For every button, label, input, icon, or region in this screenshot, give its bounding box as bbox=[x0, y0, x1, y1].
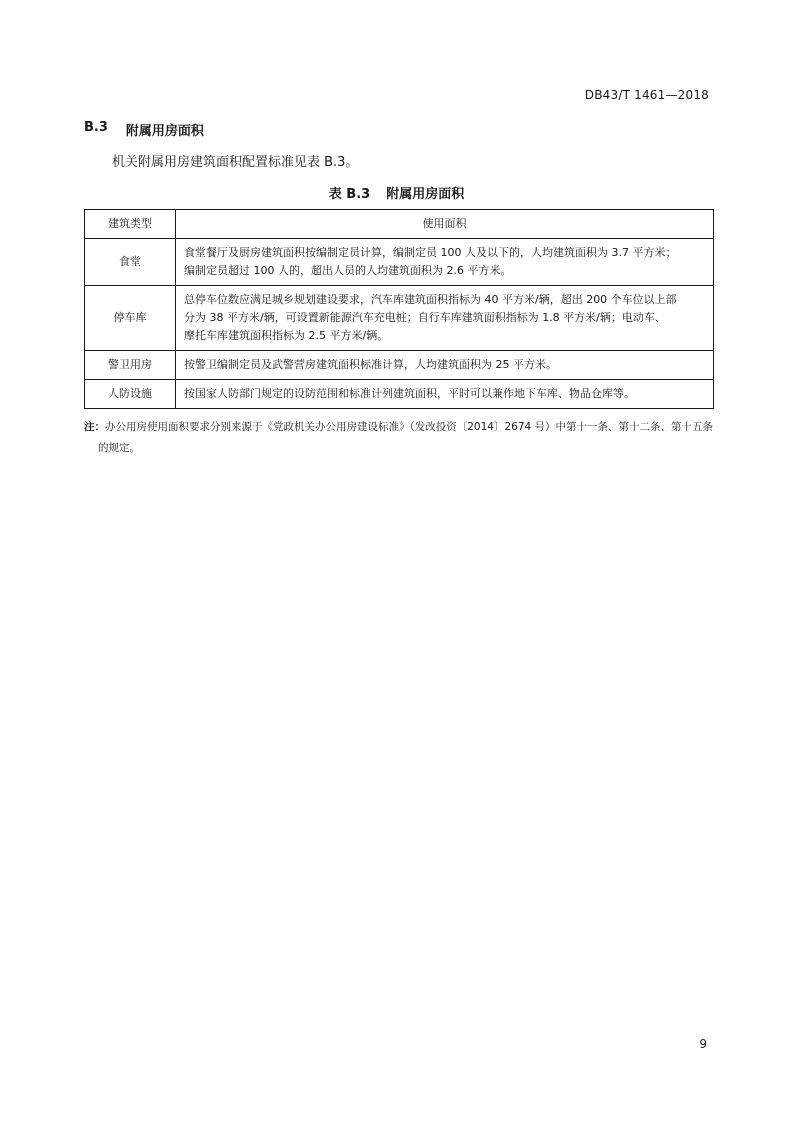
note-line-2: 的规定。 bbox=[98, 442, 140, 454]
table-row bbox=[85, 286, 714, 351]
document-code: DB43/T 1461—2018 bbox=[584, 88, 709, 102]
column-header-type: 建筑类型 bbox=[85, 210, 176, 239]
usage-cell bbox=[176, 351, 714, 380]
usage-cell bbox=[176, 239, 714, 286]
table-caption-number: 表 B.3 bbox=[328, 187, 371, 202]
usage-cell bbox=[176, 286, 714, 351]
table-note bbox=[84, 417, 714, 459]
note-line-1 bbox=[84, 417, 714, 438]
usage-line: 总停车位数应满足城乡规划建设要求，汽车库建筑面积指标为 40 平方米/辆，超出 200 个车位以上部 bbox=[184, 293, 677, 306]
note-label: 注： bbox=[84, 421, 105, 433]
table-header-row bbox=[85, 210, 714, 239]
section-title: 附属用房面积 bbox=[125, 124, 204, 139]
table-row bbox=[85, 380, 714, 409]
type-cell: 停车库 bbox=[85, 286, 176, 351]
table-row bbox=[85, 239, 714, 286]
usage-line: 编制定员超过 100 人的，超出人员的人均建筑面积为 2.6 平方米。 bbox=[184, 264, 512, 277]
table-row bbox=[85, 351, 714, 380]
type-cell: 警卫用房 bbox=[85, 351, 176, 380]
section-number: B.3 bbox=[84, 120, 108, 135]
table-caption-title: 附属用房面积 bbox=[386, 187, 465, 202]
type-cell: 人防设施 bbox=[85, 380, 176, 409]
usage-line: 食堂餐厅及厨房建筑面积按编制定员计算，编制定员 100 人及以下的，人均建筑面积为 3.7 平方米； bbox=[184, 246, 677, 259]
usage-line: 摩托车库建筑面积指标为 2.5 平方米/辆。 bbox=[184, 329, 389, 342]
table-caption bbox=[0, 183, 793, 202]
note-text: 办公用房使用面积要求分别来源于《党政机关办公用房建设标准》（发改投资〔2014〕2674 号）中第十一条、第十二条、第十五条 bbox=[105, 421, 714, 433]
column-header-usage: 使用面积 bbox=[176, 210, 714, 239]
intro-paragraph: 机关附属用房建筑面积配置标准见表 B.3。 bbox=[112, 155, 359, 170]
usage-line: 按国家人防部门规定的设防范围和标准计列建筑面积，平时可以兼作地下车库、物品仓库等。 bbox=[184, 387, 635, 400]
usage-line: 分为 38 平方米/辆，可设置新能源汽车充电桩；自行车库建筑面积指标为 1.8 平方米/辆；电动车、 bbox=[184, 311, 666, 324]
page-number: 9 bbox=[699, 1037, 707, 1051]
usage-line: 按警卫编制定员及武警营房建筑面积标准计算，人均建筑面积为 25 平方米。 bbox=[184, 358, 557, 371]
area-table bbox=[84, 209, 714, 409]
type-cell: 食堂 bbox=[85, 239, 176, 286]
section-heading bbox=[84, 120, 204, 139]
usage-cell bbox=[176, 380, 714, 409]
